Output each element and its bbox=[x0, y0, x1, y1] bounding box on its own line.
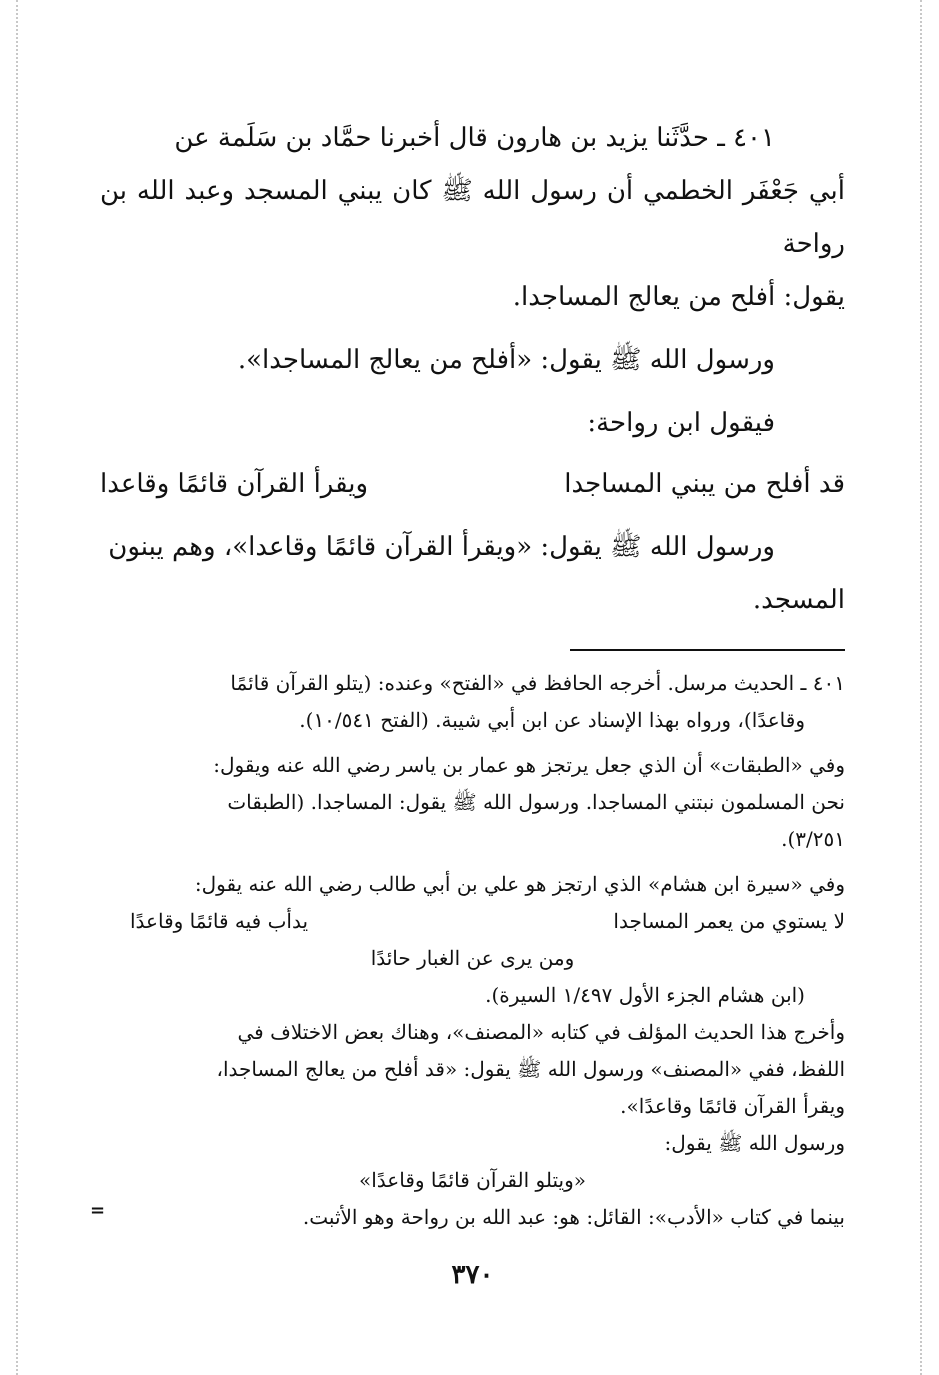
right-dotted-guide bbox=[920, 0, 922, 1375]
adab-note: بينما في كتاب «الأدب»: القائل: هو: عبد الله بن رواحة وهو الأثبت. bbox=[302, 1205, 845, 1229]
verse-2-first-hemistich: لا يستوي من يعمر المساجدا bbox=[613, 909, 845, 933]
footnote-401-line-1: ٤٠١ ـ الحديث مرسل. أخرجه الحافظ في «الفتح» وعنده: (يتلو القرآن قائمًا bbox=[230, 671, 845, 695]
footnotes bbox=[100, 665, 845, 1236]
sira-reference: (ابن هشام الجزء الأول ١/٤٩٧ السيرة). bbox=[485, 983, 805, 1007]
prophet-saying-2-line-1: ورسول الله ﷺ يقول: «ويقرأ القرآن قائمًا وقاعدا»، وهم يبنون bbox=[108, 532, 775, 562]
page-content bbox=[100, 112, 845, 1290]
verse-1-first-hemistich: قد أفلح من يبني المساجدا bbox=[564, 469, 845, 499]
sira-note-line-1: وفي «سيرة ابن هشام» الذي ارتجز هو علي بن أبي طالب رضي الله عنه يقول: bbox=[194, 872, 845, 896]
hadith-401-line-1: ٤٠١ ـ حدَّثَنا يزيد بن هارون قال أخبرنا حمَّاد بن سَلَمة عن bbox=[174, 123, 775, 153]
tabaqat-note-line-1: وفي «الطبقات» أن الذي جعل يرتجز هو عمار بن ياسر رضي الله عنه ويقول: bbox=[213, 753, 845, 777]
footnote-401-line-2: وقاعدًا)، ورواه بهذا الإسناد عن ابن أبي شيبة. (الفتح ١٠/٥٤١). bbox=[299, 708, 805, 732]
prophet-saying-1: ورسول الله ﷺ يقول: «أفلح من يعالج المساجدا». bbox=[237, 345, 775, 375]
verse-1-second-hemistich: ويقرأ القرآن قائمًا وقاعدا bbox=[100, 469, 369, 499]
poem-verse-3: ومن يرى عن الغبار حائدًا bbox=[370, 946, 575, 970]
footnote-separator bbox=[570, 649, 845, 651]
musannaf-note-line-3: ويقرأ القرآن قائمًا وقاعدًا». bbox=[620, 1094, 845, 1118]
prophet-saying-note: ورسول الله ﷺ يقول: bbox=[664, 1131, 845, 1155]
hadith-401-line-3: يقول: أفلح من يعالج المساجدا. bbox=[512, 282, 845, 312]
musannaf-note-line-2: اللفظ، ففي «المصنف» ورسول الله ﷺ يقول: «قد أفلح من يعالج المساجدا، bbox=[216, 1057, 845, 1081]
verse-2-second-hemistich: يدأب فيه قائمًا وقاعدًا bbox=[130, 909, 309, 933]
hadith-401-line-2: أبي جَعْفَر الخطمي أن رسول الله ﷺ كان يبني المسجد وعبد الله بن رواحة bbox=[100, 176, 845, 259]
left-dotted-guide bbox=[16, 0, 18, 1375]
main-text bbox=[100, 112, 845, 627]
continuation-mark: = bbox=[90, 1200, 106, 1221]
prophet-saying-2-line-2: المسجد. bbox=[752, 585, 845, 615]
page-number: ٣٧٠ bbox=[451, 1260, 494, 1290]
poem-verse-1 bbox=[100, 458, 845, 511]
musannaf-note-line-1: وأخرج هذا الحديث المؤلف في كتابه «المصنف»، وهناك بعض الاختلاف في bbox=[237, 1020, 845, 1044]
ibn-rawaha-intro: فيقول ابن رواحة: bbox=[587, 408, 775, 438]
tabaqat-note-line-2: نحن المسلمون نبتني المساجدا. ورسول الله ﷺ يقول: المساجدا. (الطبقات bbox=[227, 790, 845, 814]
poem-verse-2 bbox=[100, 903, 845, 940]
poem-verse-4: «ويتلو القرآن قائمًا وقاعدًا» bbox=[359, 1168, 586, 1192]
tabaqat-note-line-3: ٣/٢٥١). bbox=[781, 827, 845, 851]
